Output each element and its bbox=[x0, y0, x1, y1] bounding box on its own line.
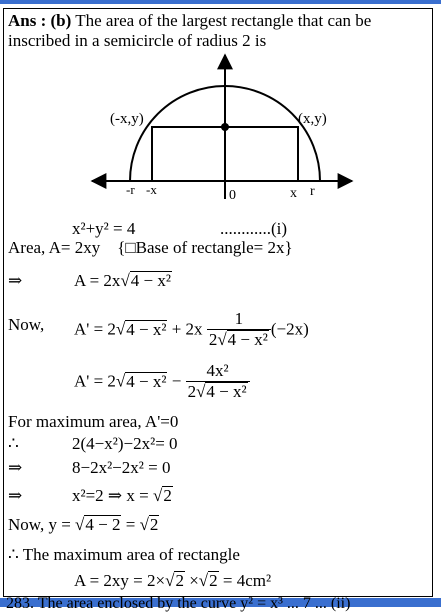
sqrt2-c: 2 bbox=[175, 571, 184, 590]
area-label: Area, A= 2xy bbox=[8, 238, 101, 257]
question-text-1: The area of the largest rectangle that can be bbox=[75, 11, 372, 30]
radical-3: 4 − x² bbox=[126, 372, 167, 391]
answer-option: (b) bbox=[50, 11, 72, 30]
right-point-label: (x,y) bbox=[298, 111, 327, 127]
tick-neg-x: -x bbox=[146, 182, 157, 197]
derivative-line-1: A' = 2√4 − x² + 2x $\frac{1}{\text{2√4 − x²}}$ (−2x) bbox=[74, 309, 309, 349]
fraction-1-denominator: 2√4 − x² bbox=[208, 330, 268, 349]
left-point-label: (-x,y) bbox=[110, 111, 144, 127]
area-expr-prefix: A = 2x bbox=[74, 271, 121, 290]
answer-label: Ans : bbox=[8, 11, 47, 30]
fraction-1-numerator: 1 bbox=[207, 309, 271, 330]
tick-zero: 0 bbox=[229, 188, 236, 203]
answer-box bbox=[3, 8, 433, 597]
implies-2: ⇒ bbox=[8, 458, 23, 477]
sqrt2-b: 2 bbox=[149, 515, 159, 534]
deriv-lhs: A' = 2 bbox=[74, 319, 116, 339]
area-line bbox=[8, 238, 293, 258]
step-1: 2(4−x²)−2x²= 0 bbox=[72, 434, 178, 453]
question-line-2: inscribed in a semicircle of radius 2 is bbox=[8, 31, 267, 50]
radical-4-minus-2: 4 − 2 bbox=[85, 515, 121, 534]
semicircle-figure bbox=[84, 49, 364, 209]
fraction-2-denominator: 2√4 − x² bbox=[187, 382, 247, 401]
equation-i bbox=[72, 219, 135, 239]
circle-equation: x²+y² = 4 bbox=[72, 219, 136, 238]
tick-r: r bbox=[310, 184, 315, 199]
sqrt2-a: 2 bbox=[163, 486, 172, 505]
therefore-1: ∴ bbox=[8, 434, 19, 453]
derivative-line-2: A' = 2√4 − x² − $\frac{\text{4x²}}{\text{2√4 − x²}}$ bbox=[74, 361, 250, 411]
top-border-bar bbox=[0, 0, 441, 4]
equals-sign: = bbox=[125, 515, 136, 534]
final-area-line: A = 2xy = 2×√2 ×√2 = 4cm² bbox=[74, 571, 272, 590]
minus-sign: − bbox=[171, 371, 182, 391]
sqrt2-d: 2 bbox=[209, 571, 218, 590]
times-neg-2x: (−2x) bbox=[270, 319, 309, 339]
conclusion-line: ∴ The maximum area of rectangle bbox=[8, 545, 240, 564]
fraction-2 bbox=[186, 361, 250, 402]
step-3: x²=2 ⇒ x = √2 bbox=[72, 486, 172, 505]
tick-neg-r: -r bbox=[126, 182, 135, 197]
equation-i-ref: ............(i) bbox=[220, 219, 288, 238]
final-prefix: A = 2xy = 2× bbox=[74, 571, 166, 590]
radical-1: 4 − x² bbox=[130, 271, 171, 290]
step-3-prefix: x²=2 ⇒ x = bbox=[72, 486, 149, 505]
question-line-1 bbox=[8, 11, 371, 31]
plus-2x: + 2x bbox=[171, 319, 203, 339]
deriv2-lhs: A' = 2 bbox=[74, 371, 116, 391]
now-y-prefix: Now, y = bbox=[8, 515, 71, 534]
area-expression: A = 2x√4 − x² bbox=[74, 271, 171, 290]
now-label: Now, bbox=[8, 315, 45, 334]
final-suffix: = 4cm² bbox=[222, 571, 272, 590]
implies-1: ⇒ bbox=[8, 271, 23, 290]
y-value-line: Now, y = √4 − 2 = √2 bbox=[8, 515, 159, 534]
fraction-1 bbox=[207, 309, 271, 350]
fraction-2-numerator: 4x² bbox=[186, 361, 250, 382]
center-point bbox=[221, 123, 229, 131]
radical-2: 4 − x² bbox=[126, 320, 167, 339]
implies-3: ⇒ bbox=[8, 486, 23, 505]
next-question-cut: 283. The area enclosed by the curve y² = x³ ... 7 ... (ii) bbox=[6, 595, 351, 612]
times-sign: × bbox=[189, 571, 199, 590]
tick-x: x bbox=[290, 186, 297, 201]
area-note: {□Base of rectangle= 2x} bbox=[117, 238, 293, 257]
step-2: 8−2x²−2x² = 0 bbox=[72, 458, 171, 477]
max-condition: For maximum area, A'=0 bbox=[8, 412, 179, 431]
